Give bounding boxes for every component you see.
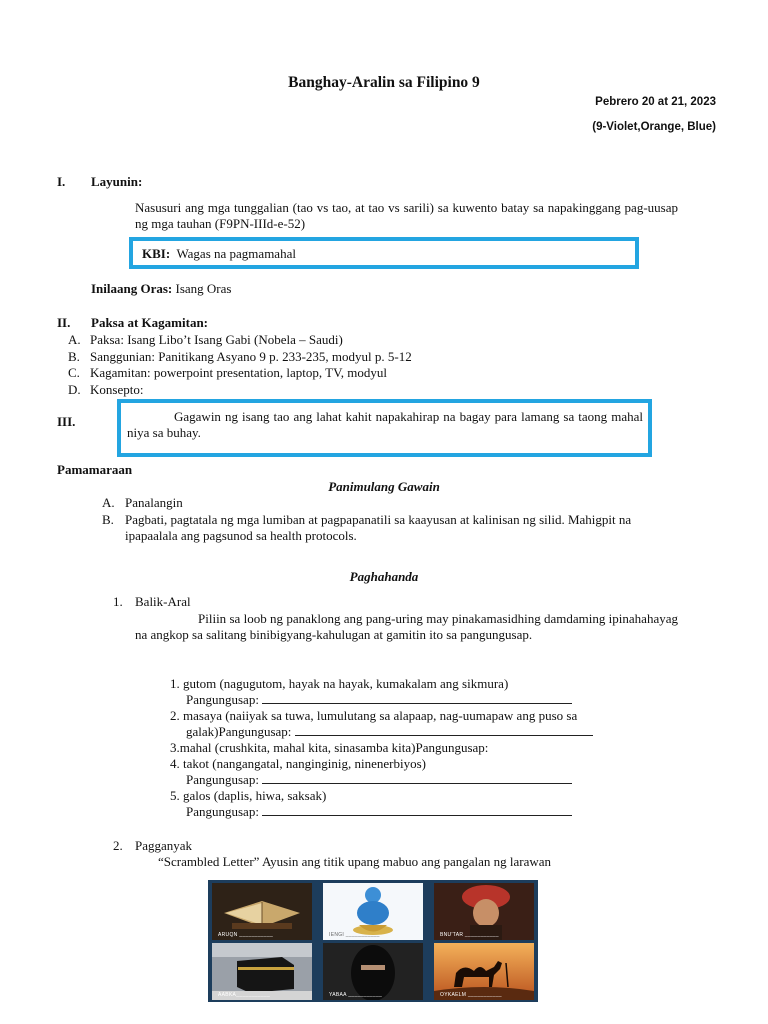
konsepto-text: Gagawin ng isang tao ang lahat kahit napakahirap na bagay para lamang sa taong mahal niya sa buhay.	[127, 409, 643, 440]
list-item: 2. masaya (naiiyak sa tuwa, lumulutang sa alapaap, nag-uumapaw ang puso sa galak)Pangungusap:	[170, 708, 690, 740]
oras-line	[91, 281, 231, 297]
image-collage	[208, 880, 538, 1002]
answer-line[interactable]	[262, 772, 572, 784]
kbi-label: KBI:	[142, 246, 171, 261]
section-number-3: III.	[57, 414, 76, 429]
camel-image: OYKAELM ___________	[434, 943, 534, 1000]
scrambled-instruction: “Scrambled Letter” Ayusin ang titik upang mabuo ang pangalan ng larawan	[158, 854, 552, 869]
list-item: 1. gutom (nagugutom, hayak na hayak, kumakalam ang sikmura) Pangungusap:	[170, 676, 690, 708]
portrait-image: BNU'TAR ___________	[434, 883, 534, 940]
list-item: C. Kagamitan: powerpoint presentation, laptop, TV, modyul	[68, 365, 388, 380]
section-number-1: I.	[57, 174, 66, 189]
quran-image: ARUQN ___________	[212, 883, 312, 940]
kaaba-image: AABKA___________	[212, 943, 312, 1000]
list-item: B. Sanggunian: Panitikang Asyano 9 p. 233-235, modyul p. 5-12	[68, 348, 412, 364]
oras-label: Inilaang Oras:	[91, 281, 173, 296]
kbi-box	[129, 237, 639, 269]
section-number-2: II.	[57, 315, 71, 330]
list-item: 4. takot (nangangatal, nanginginig, ninenerbiyos) Pangungusap:	[170, 756, 690, 788]
list-item: 3.mahal (crushkita, mahal kita, sinasamba kita)Pangungusap:	[170, 740, 489, 755]
pagganyak-label: Pagganyak	[135, 838, 193, 853]
genie-image: IENGI ___________	[323, 883, 423, 940]
list-item: B. Pagbati, pagtatala ng mga lumiban at pagpapanatili sa kaayusan at kalinisan ng silid. Mahigpit na ipapaalala ang pagsunod sa health protocols.	[102, 511, 632, 543]
paghahanda-heading: Paghahanda	[349, 569, 419, 584]
document-title: Banghay-Aralin sa Filipino 9	[288, 74, 480, 91]
pamamaraan-heading: Pamamaraan	[57, 462, 133, 477]
sections-text: (9-Violet,Orange, Blue)	[592, 121, 716, 133]
layunin-text: Nasusuri ang mga tunggalian (tao vs tao, at tao vs sarili) sa kuwento batay sa napakinggang pag-uusap ng mga tauhan (F9PN-IIId-e-52)	[135, 200, 678, 231]
balik-aral-label: Balik-Aral	[135, 594, 191, 609]
balik-aral-number: 1.	[113, 594, 123, 609]
date-text: Pebrero 20 at 21, 2023	[595, 96, 716, 108]
exercise-list	[170, 676, 690, 820]
pamamaraan-list	[102, 495, 682, 544]
balik-aral-instruction: Piliin sa loob ng panaklong ang pang-uring may pinakamasidhing damdaming ipinahahayag na angkop sa salitang binibigyang-kahulugan at gamitin ito sa pangungusap.	[135, 611, 678, 642]
konsepto-box	[117, 399, 652, 457]
kbi-text: Wagas na pagmamahal	[176, 246, 296, 261]
answer-line[interactable]	[262, 804, 572, 816]
answer-line[interactable]	[295, 724, 593, 736]
veiled-woman-image: YABAA ___________	[323, 943, 423, 1000]
list-item: D. Konsepto:	[68, 381, 144, 397]
layunin-heading: Layunin:	[91, 174, 143, 189]
paksa-list	[68, 332, 412, 398]
answer-line[interactable]	[262, 692, 572, 704]
pagganyak-number: 2.	[113, 838, 123, 853]
list-item: 5. galos (daplis, hiwa, saksak) Pangungusap:	[170, 788, 690, 820]
panimula-heading: Panimulang Gawain	[328, 479, 440, 494]
paksa-heading: Paksa at Kagamitan:	[91, 315, 208, 330]
list-item: A. Paksa: Isang Libo’t Isang Gabi (Nobela – Saudi)	[68, 332, 343, 347]
list-item: A. Panalangin	[102, 495, 183, 510]
oras-text: Isang Oras	[175, 281, 232, 296]
